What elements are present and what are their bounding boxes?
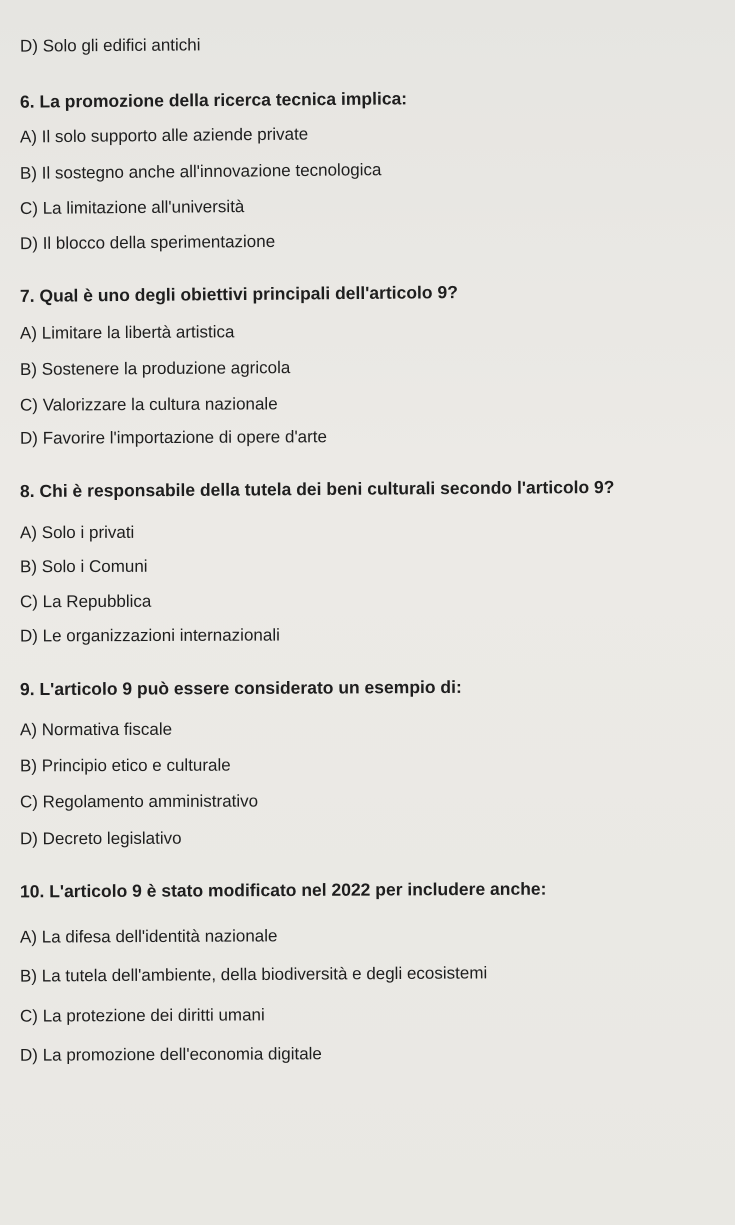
question-7-option-b: B) Sostenere la produzione agricola <box>19 358 291 379</box>
question-10-option-b: B) La tutela dell'ambiente, della biodiversità e degli ecosistemi <box>19 963 488 986</box>
option-top-d: D) Solo gli edifici antichi <box>19 35 201 56</box>
question-10-option-c: C) La protezione dei diritti umani <box>19 1005 265 1026</box>
question-9-option-c: C) Regolamento amministrativo <box>19 791 259 812</box>
question-10-option-d: D) La promozione dell'economia digitale <box>19 1044 322 1065</box>
question-9-option-a: A) Normativa fiscale <box>19 719 173 740</box>
question-7: 7. Qual è uno degli obiettivi principali dell'articolo 9? <box>19 282 458 306</box>
question-8: 8. Chi è responsabile della tutela dei beni culturali secondo l'articolo 9? <box>19 476 615 502</box>
question-7-option-c: C) Valorizzare la cultura nazionale <box>19 394 278 415</box>
question-9-option-b: B) Principio etico e culturale <box>19 755 231 776</box>
question-6: 6. La promozione della ricerca tecnica implica: <box>19 88 408 112</box>
question-7-option-a: A) Limitare la libertà artistica <box>19 322 235 343</box>
question-9: 9. L'articolo 9 può essere considerato un esempio di: <box>19 676 462 700</box>
question-6-option-d: D) Il blocco della sperimentazione <box>19 231 276 254</box>
question-6-option-b: B) Il sostegno anche all'innovazione tecnologica <box>19 160 382 183</box>
question-8-option-a: A) Solo i privati <box>19 522 135 543</box>
question-8-option-d: D) Le organizzazioni internazionali <box>19 625 280 646</box>
question-9-option-d: D) Decreto legislativo <box>19 828 182 849</box>
question-8-option-b: B) Solo i Comuni <box>19 556 148 577</box>
question-6-option-c: C) La limitazione all'università <box>19 197 245 218</box>
question-7-option-d: D) Favorire l'importazione di opere d'arte <box>19 427 328 448</box>
question-10-option-a: A) La difesa dell'identità nazionale <box>19 926 278 947</box>
question-10: 10. L'articolo 9 è stato modificato nel 2022 per includere anche: <box>19 878 547 902</box>
question-6-option-a: A) Il solo supporto alle aziende private <box>19 124 309 147</box>
question-8-option-c: C) La Repubblica <box>19 591 152 612</box>
